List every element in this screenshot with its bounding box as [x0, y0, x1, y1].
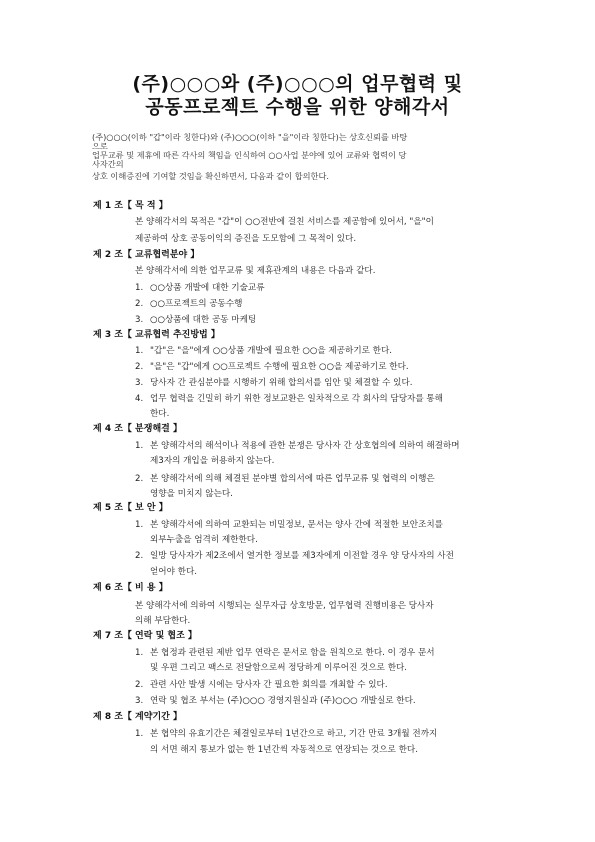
list-item-text: 본 양해각서에 의해 체결된 분야별 합의서에 따른 업무교류 및 협력의 이행은 [150, 474, 435, 484]
document-title-line-1: (주)○○○와 (주)○○○의 업무협력 및 [132, 73, 463, 95]
list-item-continuation: 외부누출을 엄격히 제한한다. [150, 535, 258, 545]
list-item-continuation: 의 서면 해지 통보가 없는 한 1년간씩 자동적으로 연장되는 것으로 한다. [150, 745, 418, 755]
article-2-heading: 제 2 조【 교류협력분야 】 [93, 250, 200, 260]
list-item-number: 3. [135, 378, 144, 388]
article-6-heading: 제 6 조【 비 용 】 [93, 583, 168, 593]
list-item-number: 3. [135, 696, 144, 706]
list-item-continuation: 얻어야 한다. [150, 567, 197, 577]
list-item-number: 4. [135, 394, 144, 404]
intro-line: 으로 [92, 141, 108, 151]
list-item-number: 2. [135, 362, 144, 372]
list-item-continuation: 및 우편 그리고 팩스로 전달함으로써 정당하게 이루어진 것으로 한다. [150, 663, 408, 673]
article-1-text: 본 양해각서의 목적은 "갑"이 ○○전반에 걸친 서비스를 제공함에 있어서, "을"이 [135, 217, 434, 227]
list-item-continuation: 한다. [150, 409, 170, 419]
list-item-number: 1. [135, 346, 144, 356]
document-title-line-2: 공동프로젝트 수행을 위한 양해각서 [145, 96, 450, 118]
list-item-text: 본 양해각서의 해석이나 적용에 관한 분쟁은 당사자 간 상호협의에 의하여 해결하며 [150, 441, 460, 451]
list-item-text: 당사자 간 관심분야를 시행하기 위해 합의서를 임안 및 체결할 수 있다. [150, 378, 413, 388]
list-item-text: 본 협약의 유효기간은 체결일로부터 1년간으로 하고, 기간 만료 3개월 전까지 [150, 729, 438, 739]
list-item-number: 1. [135, 648, 144, 658]
list-item-number: 1. [135, 729, 144, 739]
list-item-text: ○○프로젝트의 공동수행 [150, 299, 243, 309]
intro-line: (주)○○○(이하 "갑"이라 칭한다)와 (주)○○○(이하 "을"이라 칭한다)는 상호신뢰를 바탕 [92, 132, 408, 142]
list-item-text: 연락 및 협조 부서는 (주)○○○ 경영지원실과 (주)○○○ 개발실로 한다. [150, 696, 416, 706]
intro-line: 업무교류 및 제휴에 따른 각사의 책임을 인식하여 ○○사업 분야에 있어 교류와 협력이 당 [92, 150, 407, 160]
article-6-text: 본 양해각서에 의하여 시행되는 실무자급 상호방문, 업무협력 진행비용은 당사자 [135, 601, 434, 611]
intro-line: 사자간의 [92, 159, 124, 169]
article-4-heading: 제 4 조【 분쟁해결 】 [93, 424, 182, 434]
list-item-text: 관련 사안 발생 시에는 당사자 간 필요한 회의를 개최할 수 있다. [150, 680, 388, 690]
list-item-continuation: 제3자의 개입을 허용하지 않는다. [150, 456, 275, 466]
article-8-heading: 제 8 조【 계약기간 】 [93, 712, 182, 722]
list-item-number: 2. [135, 680, 144, 690]
article-2-text: 본 양해각서에 의한 업무교류 및 제휴관계의 내용은 다음과 같다. [135, 266, 376, 276]
article-1-text: 제공하여 상호 공동이익의 증진을 도모함에 그 목적이 있다. [135, 234, 357, 244]
list-item-number: 2. [135, 299, 144, 309]
list-item-number: 1. [135, 520, 144, 530]
list-item-number: 3. [135, 315, 144, 325]
list-item-text: 본 양해각서에 의하여 교환되는 비밀정보, 문서는 양사 간에 적절한 보안조치를 [150, 520, 443, 530]
list-item-text: 일방 당사자가 제2조에서 열거한 정보를 제3자에게 이전할 경우 양 당사자의 사전 [150, 551, 454, 561]
list-item-number: 1. [135, 283, 144, 293]
list-item-number: 1. [135, 441, 144, 451]
list-item-text: ○○상품 개발에 대한 기술교류 [150, 283, 265, 293]
article-3-heading: 제 3 조【 교류협력 추진방법 】 [93, 330, 220, 340]
list-item-text: 업무 협력을 긴밀히 하기 위한 정보교환은 일차적으로 각 회사의 담당자를 통해 [150, 394, 443, 404]
article-7-heading: 제 7 조【 연락 및 협조 】 [93, 631, 197, 641]
list-item-text: "갑"은 "을"에게 ○○상품 개발에 필요한 ○○을 제공하기로 한다. [150, 346, 392, 356]
list-item-text: "을"은 "갑"에게 ○○프로젝트 수행에 필요한 ○○을 제공하기로 한다. [150, 362, 409, 372]
list-item-text: ○○상품에 대한 공동 마케팅 [150, 315, 257, 325]
list-item-text: 본 협정과 관련된 제반 업무 연락은 문서로 함을 원칙으로 한다. 이 경우 문서 [150, 648, 435, 658]
article-1-heading: 제 1 조【 목 적 】 [93, 201, 168, 211]
article-5-heading: 제 5 조【 보 안 】 [93, 503, 168, 513]
list-item-continuation: 영향을 미치지 않는다. [150, 489, 233, 499]
list-item-number: 2. [135, 474, 144, 484]
list-item-number: 2. [135, 551, 144, 561]
intro-line: 상호 이해증진에 기여할 것임을 확신하면서, 다음과 같이 합의한다. [92, 171, 329, 181]
article-6-text: 의해 부담한다. [135, 616, 191, 626]
